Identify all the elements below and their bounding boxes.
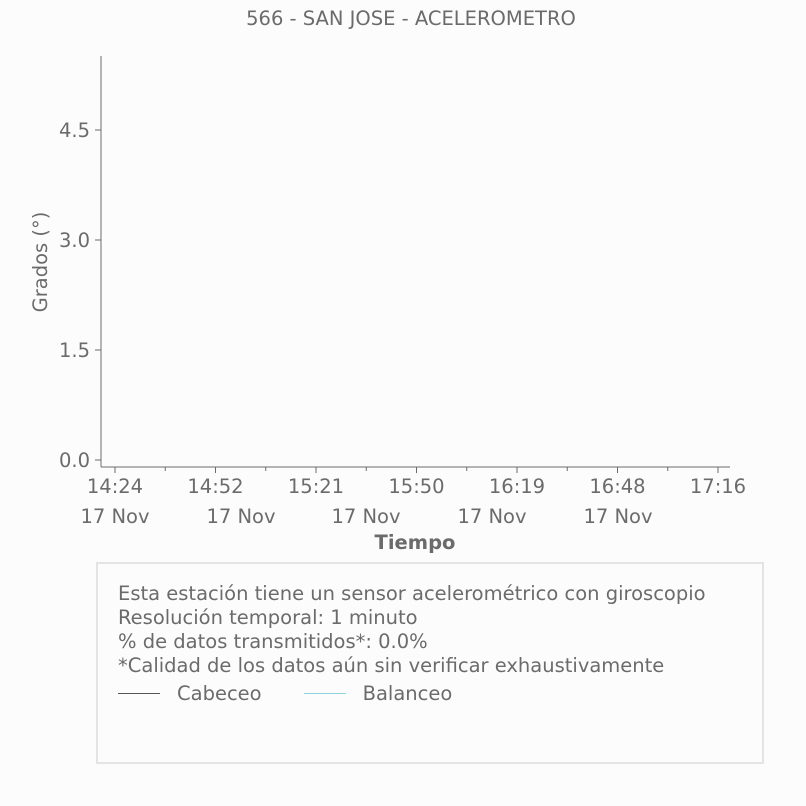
info-line-transmitted: % de datos transmitidos*: 0.0% — [118, 630, 428, 653]
x-tick-label-time: 17:16 — [689, 475, 747, 498]
y-tick-label: 1.5 — [58, 339, 90, 362]
x-tick-label-time: 15:21 — [287, 475, 345, 498]
legend — [118, 682, 494, 705]
legend-item-balanceo — [304, 682, 453, 705]
info-line-sensor: Esta estación tiene un sensor acelerométrico con giroscopio — [118, 582, 706, 605]
legend-label-balanceo: Balanceo — [362, 682, 453, 705]
x-tick-label-date: 17 Nov — [331, 505, 401, 528]
legend-line-balanceo — [304, 693, 346, 694]
chart-title: 566 - SAN JOSE - ACELEROMETRO — [246, 7, 576, 30]
legend-item-cabeceo — [118, 682, 262, 705]
info-line-resolution: Resolución temporal: 1 minuto — [118, 606, 418, 629]
x-tick-label-date: 17 Nov — [80, 505, 150, 528]
x-tick-label-time: 16:48 — [589, 475, 646, 498]
x-axis-label: Tiempo — [374, 531, 456, 554]
legend-line-cabeceo — [118, 693, 160, 694]
y-tick-label: 0.0 — [58, 449, 90, 472]
x-tick-label-date: 17 Nov — [583, 505, 653, 528]
x-tick-label-time: 15:50 — [388, 475, 445, 498]
info-box — [96, 562, 764, 764]
x-tick-label-time: 14:52 — [187, 475, 244, 498]
x-tick-label-date: 17 Nov — [457, 505, 527, 528]
info-line-quality: *Calidad de los datos aún sin verificar exhaustivamente — [118, 654, 665, 677]
x-tick-label-time: 16:19 — [488, 475, 546, 498]
legend-label-cabeceo: Cabeceo — [177, 682, 262, 705]
x-tick-label-date: 17 Nov — [206, 505, 276, 528]
y-tick-label: 3.0 — [58, 229, 90, 252]
x-tick-label-time: 14:24 — [86, 475, 144, 498]
y-tick-label: 4.5 — [58, 119, 90, 142]
info-lines — [118, 582, 706, 678]
y-axis-label: Grados (°) — [29, 211, 52, 313]
